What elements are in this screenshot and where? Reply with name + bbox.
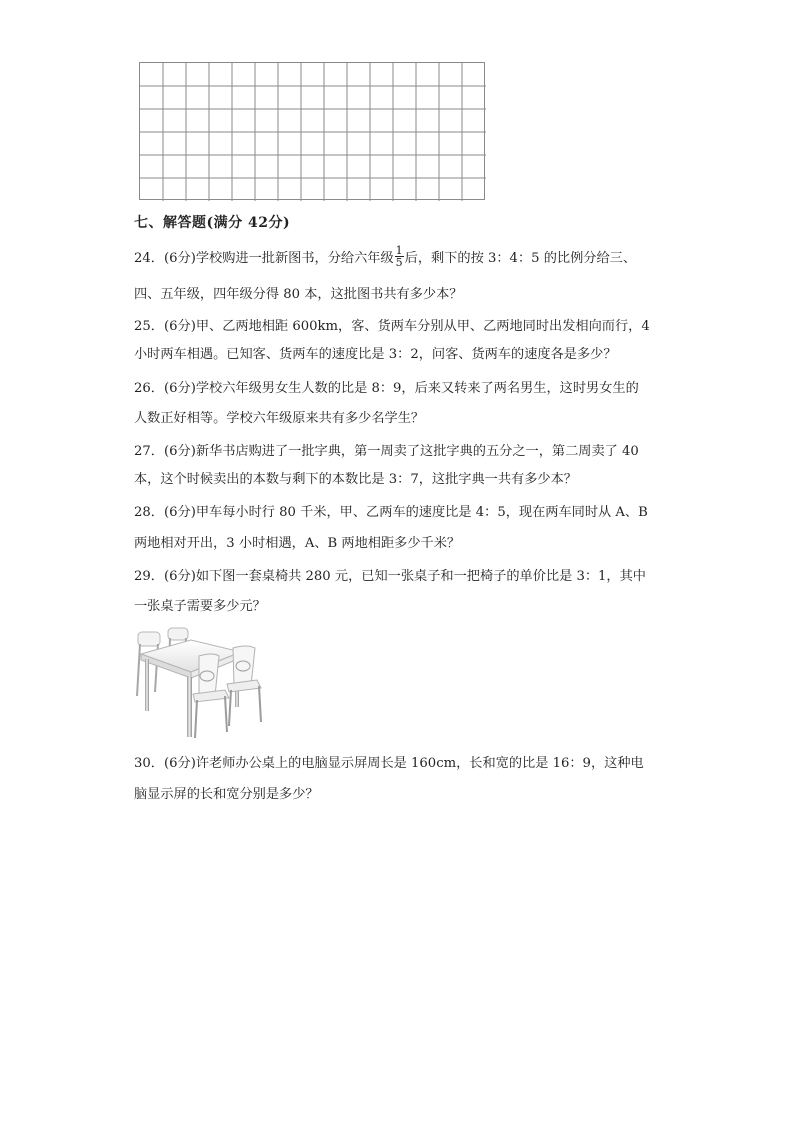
table-and-chairs-photo	[133, 626, 267, 740]
question-26-line-2: 人数正好相等。学校六年级原来共有多少名学生？	[134, 411, 425, 426]
question-28-line-2: 两地相对开出，3 小时相遇，A、B 两地相距多少千米？	[134, 536, 461, 551]
question-27-line-2: 本，这个时候卖出的本数与剩下的本数比是 3：7，这批字典一共有多少本？	[134, 472, 577, 487]
fraction-numerator: 1	[395, 244, 403, 257]
question-25-line-2: 小时两车相遇。已知客、货两车的速度比是 3：2，问客、货两车的速度各是多少？	[134, 347, 617, 362]
question-26-line-1: 26．(6分)学校六年级男女生人数的比是 8：9，后来又转来了两名男生，这时男女生的	[134, 381, 639, 396]
question-29-line-1: 29．(6分)如下图一套桌椅共 280 元，已知一张桌子和一把椅子的单价比是 3：1，其中	[134, 569, 646, 584]
q24-text-a: 24．(6分)学校购进一批新图书，分给六年级	[134, 251, 394, 266]
question-28-line-1: 28．(6分)甲车每小时行 80 千米，甲、乙两车的速度比是 4：5，现在两车同时从 A、B	[134, 505, 648, 520]
question-29-line-2: 一张桌子需要多少元？	[134, 599, 266, 614]
table-chairs-illustration	[133, 626, 267, 740]
question-24-line-1	[134, 244, 637, 270]
question-25-line-1: 25．(6分)甲、乙两地相距 600km，客、货两车分别从甲、乙两地同时出发相向而行，4	[134, 319, 650, 334]
q24-text-b: 后，剩下的按 3：4：5 的比例分给三、	[404, 251, 637, 266]
fraction-denominator: 5	[395, 256, 403, 269]
section-title: 七、解答题(满分 42分)	[134, 215, 291, 231]
answer-grid	[139, 62, 485, 200]
grid-lines	[140, 63, 486, 201]
question-27-line-1: 27．(6分)新华书店购进了一批字典，第一周卖了这批字典的五分之一，第二周卖了 40	[134, 444, 639, 459]
question-30-line-2: 脑显示屏的长和宽分别是多少？	[134, 787, 319, 802]
fraction-one-fifth	[395, 245, 404, 268]
question-24-line-2: 四、五年级，四年级分得 80 本，这批图书共有多少本？	[134, 287, 463, 302]
question-30-line-1: 30．(6分)许老师办公桌上的电脑显示屏周长是 160cm，长和宽的比是 16：9，这种电	[134, 756, 644, 771]
